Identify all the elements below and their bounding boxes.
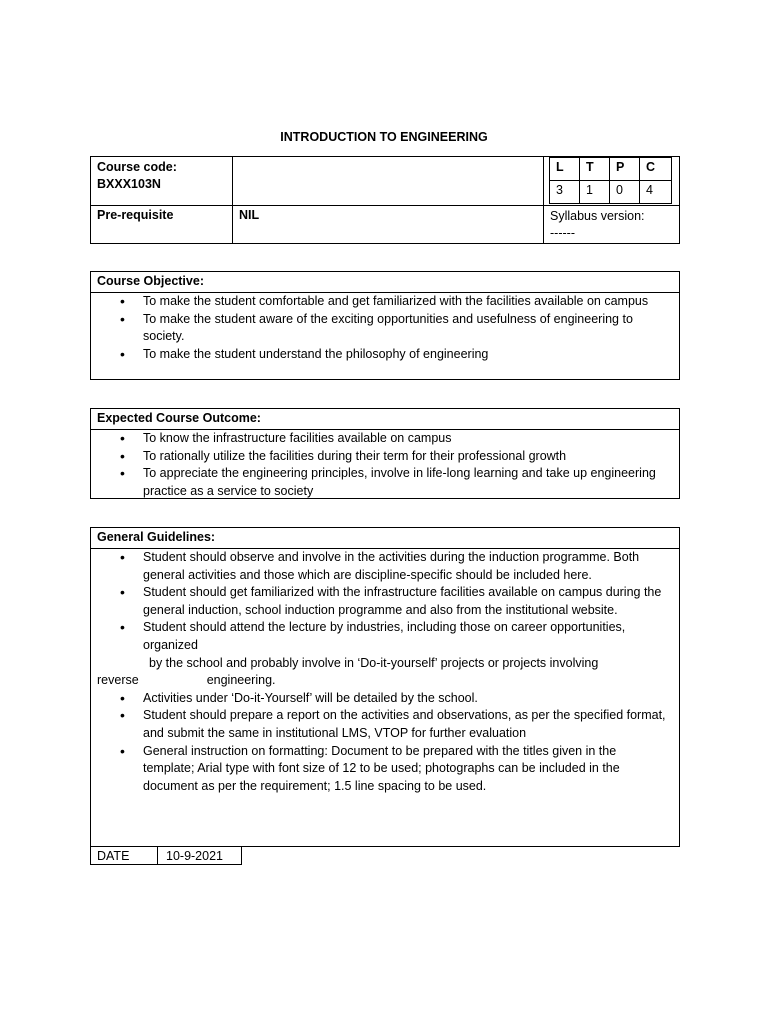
general-guidelines-heading: General Guidelines: [91,528,679,549]
general-guidelines-section [90,527,680,847]
expected-outcome-heading: Expected Course Outcome: [91,409,679,430]
list-item: • Student should attend the lecture by industries, including those on career opportunities, organized [91,619,679,654]
course-code-label: Course code: [97,160,177,174]
prerequisite-value: NIL [232,205,544,244]
ltpc-value-c: 4 [639,180,672,204]
list-item: • To rationally utilize the facilities during their term for their professional growth [91,448,679,466]
expected-outcome-list [91,430,679,500]
list-item: • Student should observe and involve in the activities during the induction programme. Both general activities and those which are discipline-specific should be included here. [91,549,679,584]
ltpc-value-p: 0 [609,180,640,204]
list-item: • To know the infrastructure facilities available on campus [91,430,679,448]
course-code-value: BXXX103N [97,177,161,191]
document-title: INTRODUCTION TO ENGINEERING [280,130,488,144]
course-objective-heading: Course Objective: [91,272,679,293]
date-value: 10-9-2021 [157,846,242,865]
list-item: • Student should prepare a report on the activities and observations, as per the specified format, and submit the same in institutional LMS, VTOP for further evaluation [91,707,679,742]
ltpc-value-l: 3 [549,180,580,204]
guideline-continuation-words [91,672,679,690]
list-item: • To make the student aware of the exciting opportunities and usefulness of engineering to society. [91,311,679,346]
syllabus-version-label: Syllabus version: [550,209,645,223]
list-item: • Activities under ‘Do-it-Yourself’ will be detailed by the school. [91,690,679,708]
date-label: DATE [90,846,158,865]
ltpc-label-l: L [549,157,580,181]
course-code-cell [90,156,233,206]
ltpc-label-c: C [639,157,672,181]
ltpc-label-t: T [579,157,610,181]
list-item: • To appreciate the engineering principles, involve in life-long learning and take up engineering practice as a service to society [91,465,679,500]
general-guidelines-list-b [91,690,679,796]
list-item: • Student should get familiarized with the infrastructure facilities available on campus during the general induction, school induction programme and also from the institutional website. [91,584,679,619]
course-title-blank-cell [232,156,544,206]
course-objective-section [90,271,680,380]
syllabus-version-cell [543,205,680,244]
list-item: • General instruction on formatting: Document to be prepared with the titles given in the template; Arial type with font size of 12 to be used; photographs can be included in the document as per the requirement; 1.5 line spacing to be used. [91,743,679,796]
list-item: • To make the student understand the philosophy of engineering [91,346,679,364]
general-guidelines-list-a [91,549,679,655]
ltpc-value-t: 1 [579,180,610,204]
continuation-word-engineering: engineering. [206,673,276,688]
ltpc-label-p: P [609,157,640,181]
continuation-word-reverse: reverse [97,673,139,688]
syllabus-version-value: ------ [550,226,575,240]
course-objective-list [91,293,679,363]
list-item: • To make the student comfortable and get familiarized with the facilities available on campus [91,293,679,311]
guideline-continuation-line: by the school and probably involve in ‘Do-it-yourself’ projects or projects involving [149,655,599,670]
expected-outcome-section [90,408,680,499]
prerequisite-label: Pre-requisite [90,205,233,244]
